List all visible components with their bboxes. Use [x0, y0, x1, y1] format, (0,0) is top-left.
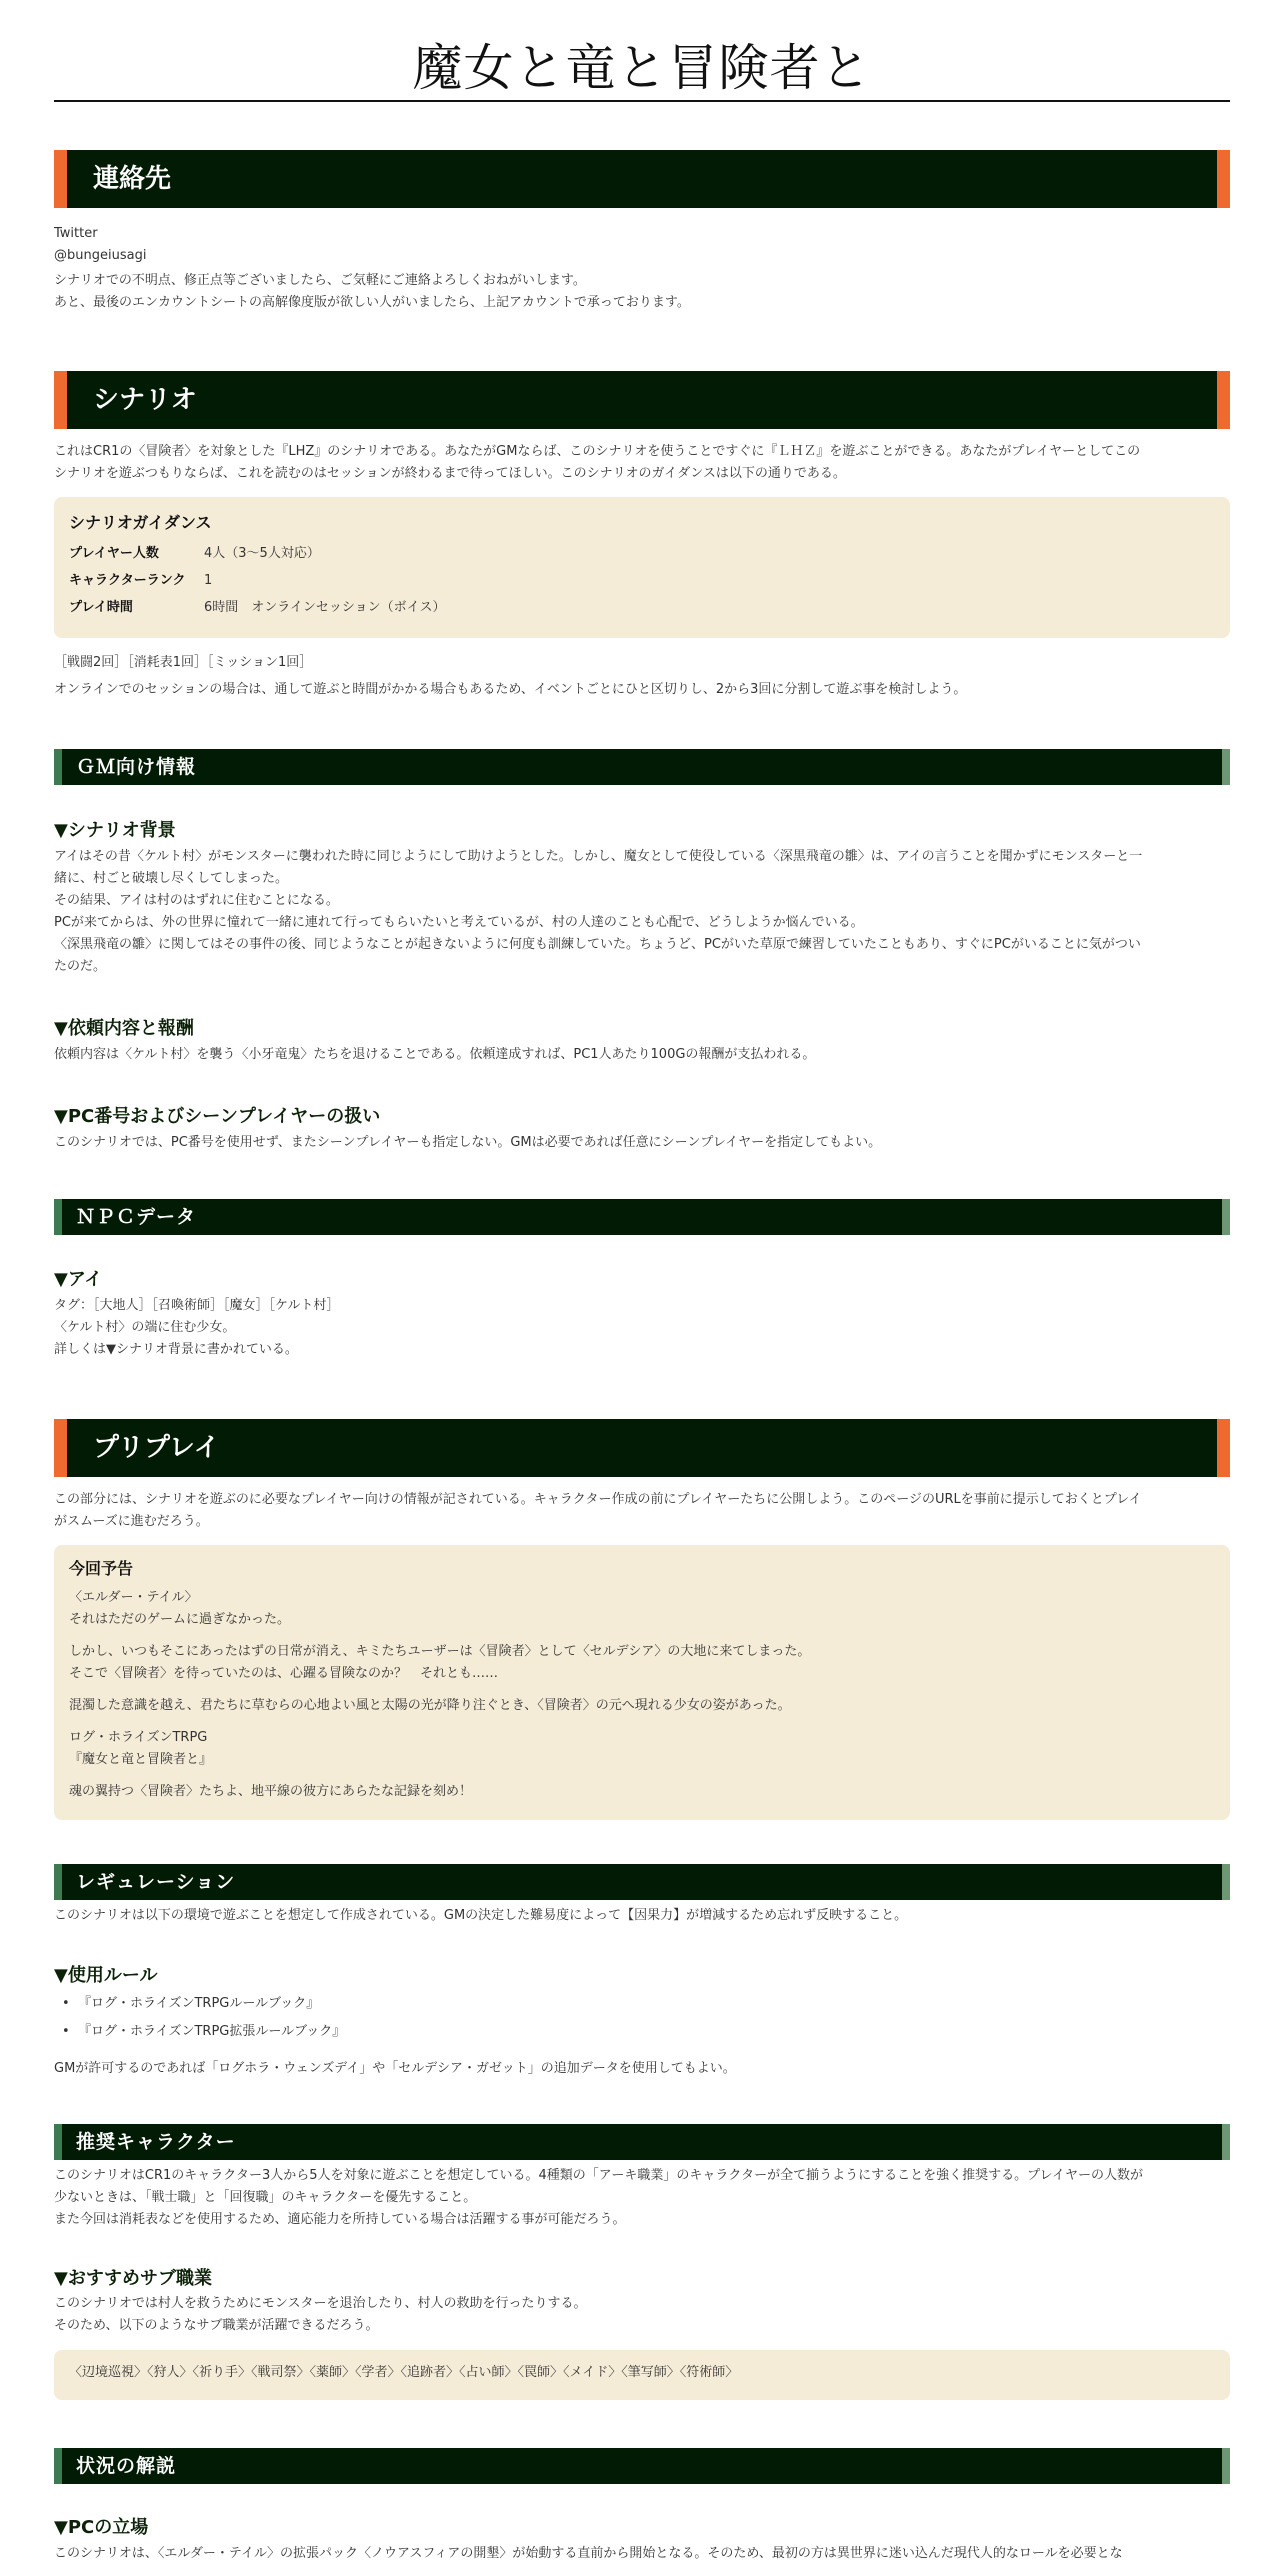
background-line: 〈深黒飛竜の雛〉に関してはその事件の後、同じようなことが起きないように何度も訓練していた。ちょうど、PCがいた草原で練習していたこともあり、すぐにPCがいることに気がつい [54, 937, 1141, 952]
situation-heading: 状況の解説 [54, 2448, 1230, 2484]
regulation-intro: このシナリオは以下の環境で遊ぶことを想定して作成されている。GMの決定した難易度によって【因果力】が増減するため忘れず反映すること。 [54, 1908, 908, 1923]
npc-ai-subsection [54, 1267, 1230, 1361]
pc-position-title: ▼PCの立場 [54, 2517, 149, 2538]
recommended-line: このシナリオはCR1のキャラクター3人から5人を対象に遊ぶことを想定している。4種類の「アーキ職業」のキャラクターが全て揃うようにすることを強く推奨する。プレイヤーの人数が [54, 2168, 1143, 2183]
sub-class-line: このシナリオでは村人を救うためにモンスターを退治したり、村人の救助を行ったりする。 [54, 2296, 587, 2311]
preplay-intro-line: がスムーズに進むだろう。 [54, 1514, 209, 1529]
npc-ai-title: ▼アイ [54, 1269, 103, 1290]
preview-line: そこで〈冒険者〉を待っていたのは、心躍る冒険なのか？ それとも…… [69, 1666, 499, 1681]
regulation-heading: レギュレーション [54, 1864, 1230, 1900]
contact-twitter-label: Twitter [54, 226, 98, 241]
scenario-heading: シナリオ [54, 371, 1230, 429]
sub-class-title: ▼おすすめサブ職業 [54, 2268, 213, 2289]
preplay-section [54, 1419, 1230, 1820]
rules-list-item: • 『ログ・ホライズンTRPG拡張ルールブック』 [54, 2018, 1230, 2046]
guidance-row [69, 594, 1215, 621]
background-line: PCが来てからは、外の世界に憧れて一緒に連れて行ってもらいたいと考えているが、村の人達のことも心配で、どうしようか悩んでいる。 [54, 915, 864, 930]
pc-position-text: このシナリオは、〈エルダー・テイル〉の拡張パック〈ノウアスフィアの開墾〉が始動する直前から開始となる。そのため、最初の方は異世界に迷い込んだ現代人的なロールを必要とな [54, 2546, 1123, 2561]
preplay-intro-line: この部分には、シナリオを遊ぶのに必要なプレイヤー向けの情報が記されている。キャラクター作成の前にプレイヤーたちに公開しよう。このページのURLを事前に提示しておくとプレイ [54, 1492, 1142, 1507]
scenario-tags: ［戦闘2回］［消耗表1回］［ミッション1回］ [54, 655, 313, 670]
preview-box [54, 1545, 1230, 1820]
recommended-heading: 推奨キャラクター [54, 2124, 1230, 2160]
document-title: 魔女と竜と冒険者と [54, 0, 1230, 102]
npc-ai-tags: タグ：［大地人］［召喚術師］［魔女］［ケルト村］ [54, 1298, 340, 1313]
guidance-row [69, 567, 1215, 594]
preview-line: 〈エルダー・テイル〉 [69, 1590, 198, 1605]
preview-line: しかし、いつもそこにあったはずの日常が消え、キミたちユーザーは〈冒険者〉として〈セルデシア〉の大地に来てしまった。 [69, 1644, 811, 1659]
background-line: その結果、アイは村のはずれに住むことになる。 [54, 893, 339, 908]
regulation-section [54, 1864, 1230, 1927]
preview-title: 今回予告 [69, 1559, 134, 1578]
background-title: ▼シナリオ背景 [54, 820, 176, 841]
guidance-row [69, 540, 1215, 567]
contact-body-line: シナリオでの不明点、修正点等ございましたら、ご気軽にご連絡よろしくおねがいします。 [54, 273, 586, 288]
preplay-heading: プリプレイ [54, 1419, 1230, 1477]
npc-ai-line: 詳しくは▼シナリオ背景に書かれている。 [54, 1342, 298, 1357]
scenario-intro-line: これはCR1の〈冒険者〉を対象とした『LHZ』のシナリオである。あなたがGMならば、このシナリオを使うことですぐに『ＬＨＺ』を遊ぶことができる。あなたがプレイヤーとしてこの [54, 444, 1141, 459]
guidance-key: プレイヤー人数 [69, 546, 159, 561]
contact-body-line: あと、最後のエンカウントシートの高解像度版が欲しい人がいましたら、上記アカウントで承っております。 [54, 295, 690, 310]
preview-line: それはただのゲームに過ぎなかった。 [69, 1612, 291, 1627]
pc-number-text: このシナリオでは、PC番号を使用せず、またシーンプレイヤーも指定しない。GMは必要であれば任意にシーンプレイヤーを指定してもよい。 [54, 1135, 882, 1150]
contact-heading: 連絡先 [54, 150, 1230, 208]
situation-section [54, 2448, 1230, 2484]
guidance-value: 6時間 オンラインセッション（ボイス） [204, 600, 446, 615]
regulation-note: GMが許可するのであれば「ログホラ・ウェンズデイ」や「セルデシア・ガゼット」の追加データを使用してもよい。 [54, 2061, 736, 2076]
npc-section [54, 1199, 1230, 1235]
sub-class-line: そのため、以下のようなサブ職業が活躍できるだろう。 [54, 2318, 379, 2333]
request-title: ▼依頼内容と報酬 [54, 1018, 194, 1039]
request-text: 依頼内容は〈ケルト村〉を襲う〈小牙竜鬼〉たちを退けることである。依頼達成すれば、PC1人あたり100Gの報酬が支払われる。 [54, 1047, 816, 1062]
guidance-value: 1 [204, 573, 213, 588]
sub-class-box [54, 2350, 1230, 2400]
scenario-note: オンラインでのセッションの場合は、通して遊ぶと時間がかかる場合もあるため、イベントごとにひと区切りし、2から3回に分割して遊ぶ事を検討しよう。 [54, 682, 967, 697]
sub-class-subsection [54, 2266, 1230, 2400]
request-subsection [54, 1016, 1230, 1066]
pc-position-subsection [54, 2515, 1230, 2565]
background-line: 緒に、村ごと破壊し尽くしてしまった。 [54, 871, 289, 886]
npc-heading: ＮＰＣデータ [54, 1199, 1230, 1235]
pc-number-subsection [54, 1104, 1230, 1154]
guidance-value: 4人（3～5人対応） [204, 546, 320, 561]
recommended-section [54, 2124, 1230, 2231]
gm-info-section [54, 749, 1230, 785]
contact-section [54, 150, 1230, 314]
npc-ai-line: 〈ケルト村〉の端に住む少女。 [54, 1320, 236, 1335]
guidance-key: キャラクターランク [69, 573, 186, 588]
preview-line: 混濁した意識を越え、君たちに草むらの心地よい風と太陽の光が降り注ぐとき、〈冒険者〉の元へ現れる少女の姿があった。 [69, 1698, 791, 1713]
preview-line: 魂の翼持つ〈冒険者〉たちよ、地平線の彼方にあらたな記録を刻め！ [69, 1784, 473, 1799]
guidance-title: シナリオガイダンス [69, 513, 212, 532]
preview-line: 『魔女と竜と冒険者と』 [69, 1752, 213, 1767]
recommended-line: 少ないときは、「戦士職」と「回復職」のキャラクターを優先すること。 [54, 2190, 477, 2205]
scenario-guidance-box [54, 497, 1230, 638]
rules-subsection [54, 1963, 1230, 2080]
pc-number-title: ▼PC番号およびシーンプレイヤーの扱い [54, 1106, 381, 1127]
background-subsection [54, 818, 1230, 978]
scenario-section [54, 371, 1230, 701]
sub-class-list: 〈辺境巡視〉〈狩人〉〈祈り手〉〈戦司祭〉〈薬師〉〈学者〉〈追跡者〉〈占い師〉〈罠師〉〈メイド〉〈筆写師〉〈符術師〉 [69, 2365, 739, 2380]
preview-line: ログ・ホライズンTRPG [69, 1730, 208, 1745]
background-line: アイはその昔〈ケルト村〉がモンスターに襲われた時に同じようにして助けようとした。しかし、魔女として使役している〈深黒飛竜の雛〉は、アイの言うことを聞かずにモンスターと一 [54, 849, 1143, 864]
scenario-intro-line: シナリオを遊ぶつもりならば、これを読むのはセッションが終わるまで待ってほしい。このシナリオのガイダンスは以下の通りである。 [54, 466, 846, 481]
guidance-key: プレイ時間 [69, 600, 133, 615]
gm-info-heading: ＧＭ向け情報 [54, 749, 1230, 785]
rules-list [54, 1990, 1230, 2046]
rules-list-item: • 『ログ・ホライズンTRPGルールブック』 [54, 1990, 1230, 2018]
background-line: たのだ。 [54, 959, 107, 974]
rules-title: ▼使用ルール [54, 1965, 158, 1986]
contact-twitter-handle[interactable]: @bungeiusagi [54, 248, 147, 263]
recommended-line: また今回は消耗表などを使用するため、適応能力を所持している場合は活躍する事が可能だろう。 [54, 2212, 626, 2227]
